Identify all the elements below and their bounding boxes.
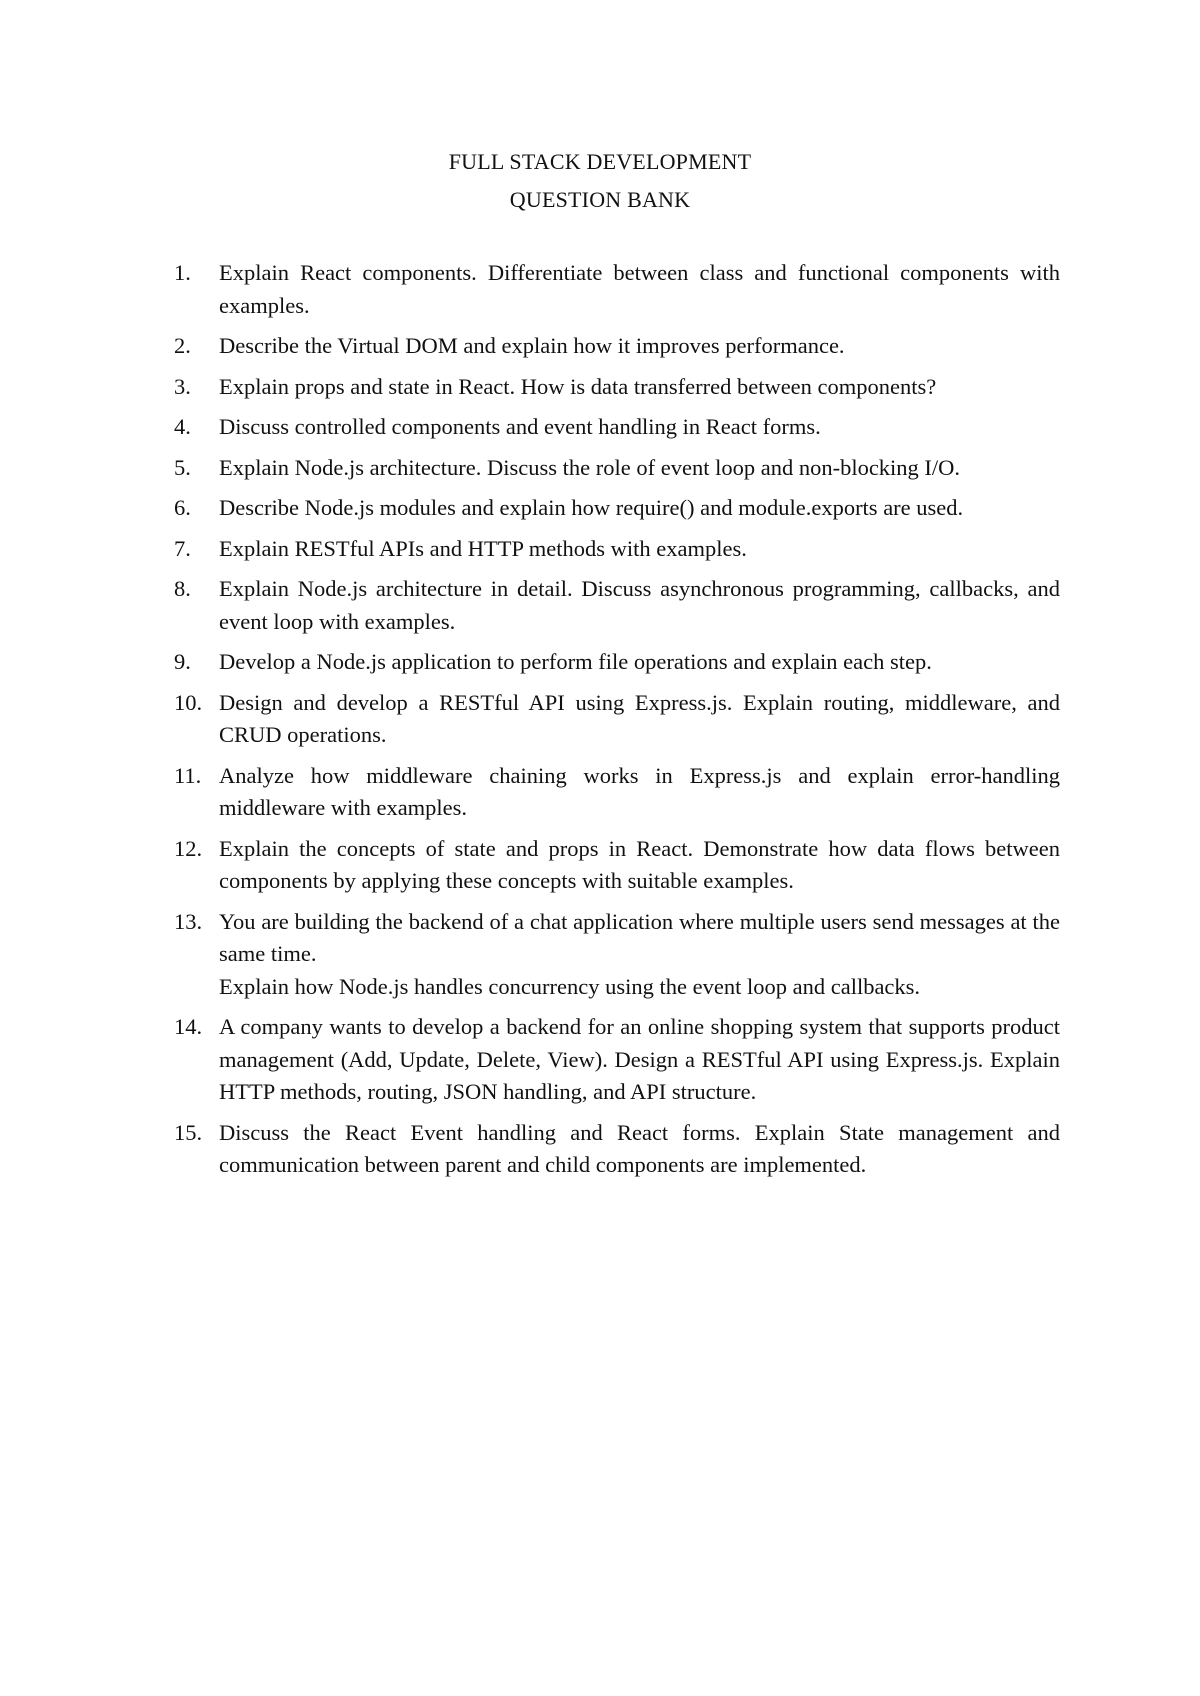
document-title: FULL STACK DEVELOPMENT — [448, 149, 752, 174]
question-item-11 — [174, 760, 1060, 825]
question-text: Explain React components. Differentiate between class and functional components with examples. — [219, 260, 1060, 318]
question-number: 7. — [174, 535, 191, 561]
question-item-13 — [174, 906, 1060, 1004]
question-item-6 — [174, 492, 1060, 525]
question-item-4 — [174, 411, 1060, 444]
question-text: Explain Node.js architecture. Discuss the role of event loop and non-blocking I/O. — [219, 454, 961, 480]
question-text: Design and develop a RESTful API using Express.js. Explain routing, middleware, and CRUD operations. — [219, 689, 1060, 747]
document-header — [0, 143, 1200, 219]
question-text: You are building the backend of a chat application where multiple users send messages at the same time. Explain how Node.js handles concurrency using the event loop and callbacks. — [219, 908, 1060, 999]
question-item-14 — [174, 1011, 1060, 1109]
question-item-9 — [174, 646, 1060, 679]
question-item-1 — [174, 257, 1060, 322]
question-text: Explain props and state in React. How is data transferred between components? — [219, 373, 937, 399]
question-text: Describe Node.js modules and explain how require() and module.exports are used. — [219, 495, 964, 520]
question-number: 1. — [174, 260, 191, 285]
question-number: 10. — [174, 689, 203, 715]
question-item-5 — [174, 452, 1060, 485]
question-item-12 — [174, 833, 1060, 898]
question-item-10 — [174, 687, 1060, 752]
question-text: Explain the concepts of state and props in React. Demonstrate how data flows between components by applying these concepts with suitable examples. — [219, 835, 1060, 893]
question-number: 11. — [174, 762, 202, 788]
question-number: 6. — [174, 495, 191, 520]
question-number: 12. — [174, 835, 203, 861]
question-item-7 — [174, 533, 1060, 566]
question-text: Describe the Virtual DOM and explain how it improves performance. — [219, 333, 845, 358]
question-list — [174, 257, 1060, 1190]
question-number: 15. — [174, 1119, 203, 1145]
question-item-15 — [174, 1117, 1060, 1182]
question-text: Discuss the React Event handling and React forms. Explain State management and communication between parent and child components are implemented. — [219, 1119, 1060, 1177]
question-text: Discuss controlled components and event handling in React forms. — [219, 414, 821, 439]
question-text: Explain RESTful APIs and HTTP methods with examples. — [219, 535, 747, 561]
question-text: Explain Node.js architecture in detail. Discuss asynchronous programming, callbacks, and event loop with examples. — [219, 576, 1060, 634]
question-item-2 — [174, 330, 1060, 363]
question-number: 3. — [174, 373, 191, 399]
question-number: 5. — [174, 454, 191, 480]
question-number: 4. — [174, 414, 191, 439]
question-item-8 — [174, 573, 1060, 638]
question-text: A company wants to develop a backend for an online shopping system that supports product management (Add, Update, Delete, View). Design a RESTful API using Express.js. Explain HTTP methods, routing, JSON handling, and API structure. — [219, 1014, 1060, 1104]
question-text: Analyze how middleware chaining works in Express.js and explain error-handling middleware with examples. — [219, 762, 1060, 820]
question-number: 8. — [174, 576, 191, 601]
question-item-3 — [174, 371, 1060, 404]
question-number: 9. — [174, 649, 191, 674]
document-subtitle: QUESTION BANK — [509, 187, 691, 212]
question-number: 2. — [174, 333, 191, 358]
question-number: 13. — [174, 908, 203, 934]
question-text: Develop a Node.js application to perform file operations and explain each step. — [219, 649, 932, 674]
question-number: 14. — [174, 1014, 203, 1039]
